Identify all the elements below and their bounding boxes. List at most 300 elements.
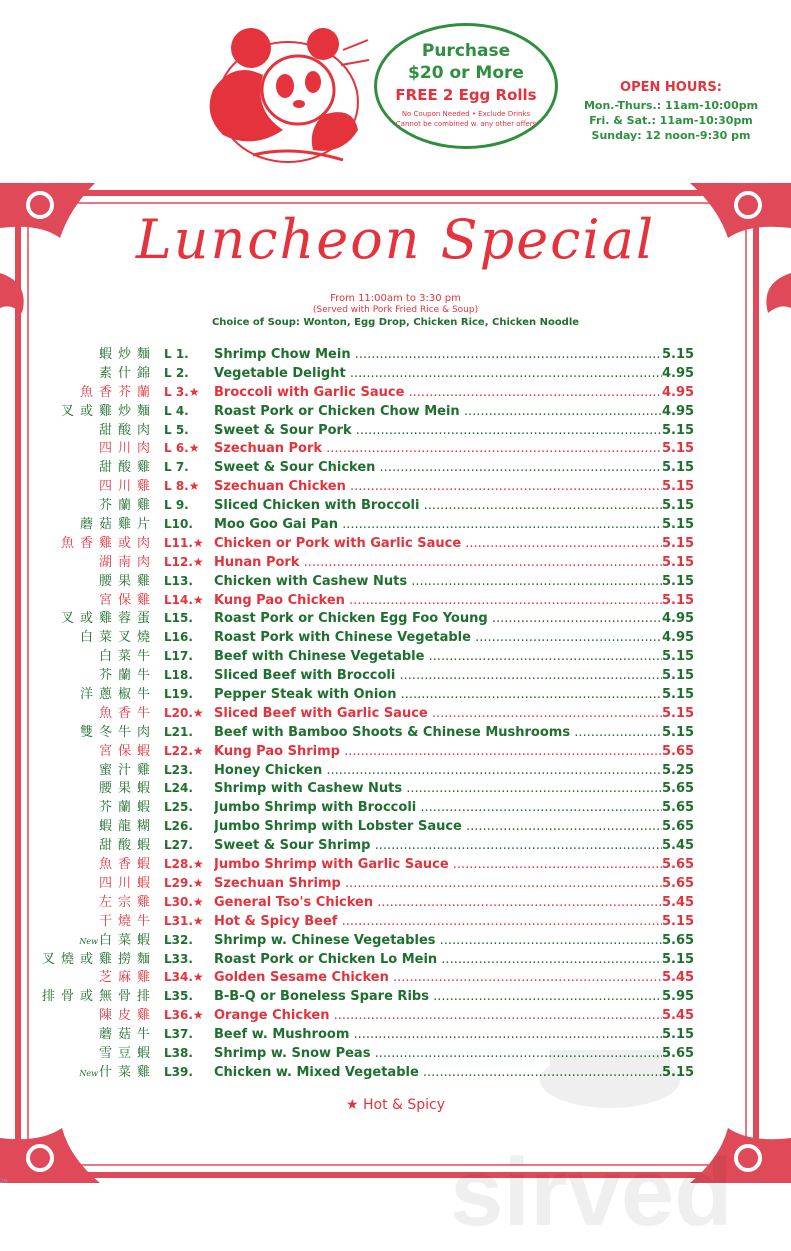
menu-item-code-text: L30. <box>164 894 193 909</box>
menu-item-chinese <box>38 534 156 553</box>
menu-item <box>0 553 791 572</box>
sirved-watermark <box>430 1010 790 1250</box>
menu-item-chinese <box>38 572 156 591</box>
menu-item-code <box>164 987 214 1006</box>
menu-item-chinese-text: 芥蘭蝦 <box>98 800 156 816</box>
spicy-star-icon: ★ <box>188 384 200 399</box>
menu-item-name: Jumbo Shrimp with Broccoli ..... <box>214 798 662 817</box>
menu-item-chinese <box>38 1044 156 1063</box>
menu-item-chinese-text: 甜酸蝦 <box>98 838 156 854</box>
menu-item-name: Beef with Chinese Vegetable ..... <box>214 647 662 666</box>
menu-item-price: 5.15 <box>662 498 695 514</box>
watermark-text: sirved <box>450 1139 733 1246</box>
menu-item-price: 5.65 <box>662 932 695 948</box>
spicy-star-icon: ★ <box>192 913 204 928</box>
spicy-star-icon: ★ <box>192 894 204 909</box>
menu-item-chinese <box>38 1025 156 1044</box>
menu-item <box>0 496 791 515</box>
menu-item <box>0 950 791 969</box>
menu-item-name: Pepper Steak with Onion ..... <box>214 685 662 704</box>
menu-item-name: Sliced Beef with Broccoli ..... <box>214 666 662 685</box>
menu-item <box>0 931 791 950</box>
menu-item-chinese <box>38 761 156 780</box>
menu-item-name: Beef with Bamboo Shoots & Chinese Mushrooms ..... <box>214 723 662 742</box>
menu-item-chinese-text: 魚香芥蘭 <box>79 384 156 400</box>
new-badge: New <box>79 1068 98 1078</box>
menu-item-code <box>164 704 214 723</box>
menu-item-code <box>164 761 214 780</box>
open-hours <box>583 80 759 143</box>
menu-item-chinese <box>38 968 156 987</box>
menu-item-price: 5.65 <box>662 743 695 759</box>
hours-heading: OPEN HOURS: <box>620 80 722 95</box>
menu-item-chinese <box>38 912 156 931</box>
menu-item-price: 5.65 <box>662 800 695 816</box>
menu-item-code <box>164 572 214 591</box>
menu-item-code <box>164 1044 214 1063</box>
menu-item-name: Shrimp with Cashew Nuts ..... <box>214 779 662 798</box>
menu-item-name: Hunan Pork ..... <box>214 553 662 572</box>
menu-item-code <box>164 628 214 647</box>
menu-item-code <box>164 798 214 817</box>
promo-line-1: Purchase <box>421 41 511 61</box>
menu-item-chinese <box>38 345 156 364</box>
menu-item <box>0 572 791 591</box>
menu-item-code-text: L35. <box>164 989 193 1004</box>
menu-item-chinese <box>38 950 156 969</box>
menu-item-code-text: L 3. <box>164 384 189 399</box>
menu-item-name: Roast Pork or Chicken Chow Mein ..... <box>214 402 662 421</box>
panda-logo <box>193 20 373 170</box>
menu-item <box>0 893 791 912</box>
hours-row: Fri. & Sat.: 11am-10:30pm <box>589 114 753 127</box>
menu-item-code-text: L39. <box>164 1064 193 1079</box>
menu-item-name: General Tso's Chicken ..... <box>214 893 662 912</box>
menu-item <box>0 817 791 836</box>
menu-item-code <box>164 817 214 836</box>
menu-item-code-text: L27. <box>164 838 193 853</box>
menu-item-name: Chicken with Cashew Nuts ..... <box>214 572 662 591</box>
menu-item-price: 5.65 <box>662 857 695 873</box>
menu-item-price: 5.25 <box>662 762 695 778</box>
menu-item-code-text: L25. <box>164 800 193 815</box>
menu-item-code <box>164 874 214 893</box>
menu-item-code-text: L29. <box>164 875 193 890</box>
menu-item-code <box>164 1063 214 1082</box>
menu-item-chinese <box>38 609 156 628</box>
menu-item <box>0 402 791 421</box>
spicy-star-icon: ★ <box>192 535 204 550</box>
spicy-star-icon: ★ <box>192 592 204 607</box>
menu-item <box>0 685 791 704</box>
menu-item-code-text: L28. <box>164 857 193 872</box>
menu-item-code-text: L13. <box>164 573 193 588</box>
menu-item-code-text: L 8. <box>164 479 189 494</box>
menu-item-chinese <box>38 893 156 912</box>
menu-item-price: 5.15 <box>662 668 695 684</box>
page-number: 29 <box>0 1178 8 1185</box>
menu-item-price: 5.15 <box>662 913 695 929</box>
menu-item-code-text: L18. <box>164 668 193 683</box>
menu-item <box>0 364 791 383</box>
menu-item-code-text: L34. <box>164 970 193 985</box>
menu-title: Luncheon Special <box>135 208 656 271</box>
menu-item-code-text: L26. <box>164 819 193 834</box>
menu-item-chinese <box>38 364 156 383</box>
menu-item-name: B-B-Q or Boneless Spare Ribs ..... <box>214 987 662 1006</box>
menu-item-code <box>164 496 214 515</box>
menu-item <box>0 458 791 477</box>
menu-item-chinese-text: 蜜汁雞 <box>98 762 156 778</box>
menu-item-chinese <box>38 553 156 572</box>
menu-item-name: Moo Goo Gai Pan ..... <box>214 515 662 534</box>
menu-item-code-text: L 1. <box>164 347 189 361</box>
menu-item-code <box>164 477 214 496</box>
menu-item-chinese-text: 蝦龍糊 <box>98 819 156 835</box>
menu-item-chinese-text: 蘑菇牛 <box>98 1027 156 1043</box>
menu-item-name: Beef w. Mushroom ..... <box>214 1025 662 1044</box>
spicy-star-icon: ★ <box>192 970 204 985</box>
menu-item-chinese-text: 甜酸肉 <box>98 422 156 438</box>
menu-item-chinese <box>38 477 156 496</box>
menu-item-chinese-text: 腰果雞 <box>98 573 156 589</box>
menu-item-code-text: L16. <box>164 630 193 645</box>
menu-item-price: 5.15 <box>662 705 695 721</box>
menu-item-chinese <box>38 704 156 723</box>
menu-item-code-text: L 7. <box>164 460 189 475</box>
menu-item-code <box>164 364 214 383</box>
menu-item-code-text: L 2. <box>164 365 189 380</box>
menu-item-price: 5.15 <box>662 441 695 457</box>
menu-item-chinese-text: 芥蘭牛 <box>98 668 156 684</box>
menu-item-chinese-text: 白菜叉燒 <box>79 630 156 646</box>
spicy-note: ★ Hot & Spicy <box>345 1097 446 1113</box>
menu-item <box>0 987 791 1006</box>
promo-fine-1: No Coupon Needed • Exclude Drinks <box>401 110 531 118</box>
menu-item-code <box>164 723 214 742</box>
menu-item-chinese <box>38 855 156 874</box>
menu-item-code <box>164 836 214 855</box>
menu-item-code-text: L24. <box>164 781 193 796</box>
menu-item-code <box>164 421 214 440</box>
menu-item-code-text: L36. <box>164 1008 193 1023</box>
menu-item-code <box>164 534 214 553</box>
menu-item-name: Chicken or Pork with Garlic Sauce ..... <box>214 534 662 553</box>
menu-item-chinese <box>38 685 156 704</box>
menu-item-chinese <box>38 666 156 685</box>
menu-item-chinese-text: 甜酸雞 <box>98 460 156 476</box>
menu-item-code <box>164 402 214 421</box>
menu-item-code-text: L31. <box>164 913 193 928</box>
menu-item-name: Golden Sesame Chicken ..... <box>214 968 662 987</box>
menu-item-chinese <box>38 723 156 742</box>
menu-item-price: 5.15 <box>662 535 695 551</box>
menu-item-chinese <box>38 383 156 402</box>
menu-item <box>0 874 791 893</box>
menu-item-chinese-text: 芝麻雞 <box>98 970 156 986</box>
menu-item-name: Sweet & Sour Pork ..... <box>214 421 662 440</box>
menu-item-code-text: L11. <box>164 535 193 550</box>
menu-item-price: 5.15 <box>662 573 695 589</box>
hours-row: Mon.-Thurs.: 11am-10:00pm <box>583 99 759 112</box>
menu-item-code <box>164 439 214 458</box>
menu-item-code <box>164 609 214 628</box>
menu-item-price: 4.95 <box>662 384 695 400</box>
menu-item-chinese <box>38 1063 156 1083</box>
soup-choice: Choice of Soup: Wonton, Egg Drop, Chicken Rice, Chicken Noodle <box>211 317 580 328</box>
hours-row: Sunday: 12 noon-9:30 pm <box>591 129 751 142</box>
menu-item-price: 4.95 <box>662 611 695 627</box>
spicy-star-icon: ★ <box>192 743 204 758</box>
menu-item <box>0 647 791 666</box>
menu-item <box>0 836 791 855</box>
menu-item-code-text: L 4. <box>164 403 189 418</box>
menu-item-chinese <box>38 817 156 836</box>
menu-item-price: 5.15 <box>662 422 695 438</box>
menu-item-code <box>164 742 214 761</box>
menu-item-code <box>164 855 214 874</box>
menu-item-chinese <box>38 931 156 951</box>
menu-item-price: 5.45 <box>662 1008 695 1024</box>
spicy-star-icon: ★ <box>192 1008 204 1023</box>
menu-item-code-text: L22. <box>164 743 193 758</box>
menu-item-code-text: L17. <box>164 649 193 664</box>
menu-item-code <box>164 383 214 402</box>
menu-item-price: 5.15 <box>662 592 695 608</box>
menu-item-price: 5.15 <box>662 517 695 533</box>
menu-item-code <box>164 893 214 912</box>
menu-item-price: 5.15 <box>662 724 695 740</box>
menu-item <box>0 761 791 780</box>
menu-item-code <box>164 515 214 534</box>
menu-item-code-text: L10. <box>164 517 193 532</box>
menu-item-code-text: L19. <box>164 687 193 702</box>
menu-item-code <box>164 779 214 798</box>
menu-item-code <box>164 345 214 364</box>
menu-item-name: Sweet & Sour Chicken ..... <box>214 458 662 477</box>
menu-item <box>0 515 791 534</box>
menu-item <box>0 383 791 402</box>
menu-item-chinese <box>38 439 156 458</box>
menu-item <box>0 628 791 647</box>
menu-item-chinese-text: 魚香雞或肉 <box>60 535 156 551</box>
menu-item <box>0 779 791 798</box>
menu-item-price: 5.65 <box>662 875 695 891</box>
menu-item-chinese <box>38 987 156 1006</box>
menu-item-name: Honey Chicken ..... <box>214 761 662 780</box>
menu-item-name: Jumbo Shrimp with Garlic Sauce ..... <box>214 855 662 874</box>
menu-item-name: Shrimp Chow Mein ..... <box>214 345 662 364</box>
menu-item <box>0 968 791 987</box>
menu-item <box>0 798 791 817</box>
spicy-star-icon: ★ <box>188 441 200 456</box>
menu-item-price: 5.45 <box>662 970 695 986</box>
menu-item-price: 4.95 <box>662 403 695 419</box>
spicy-star-icon: ★ <box>192 875 204 890</box>
menu-item-chinese <box>38 458 156 477</box>
menu-item-name: Shrimp w. Snow Peas ..... <box>214 1044 662 1063</box>
menu-item-chinese <box>38 496 156 515</box>
menu-item-price: 5.15 <box>662 951 695 967</box>
menu-item-price: 5.65 <box>662 819 695 835</box>
menu-item-name: Hot & Spicy Beef ..... <box>214 912 662 931</box>
menu-item-name: Orange Chicken ..... <box>214 1006 662 1025</box>
promo-badge <box>374 23 558 149</box>
menu-item <box>0 439 791 458</box>
menu-item-code-text: L32. <box>164 932 193 947</box>
menu-item-chinese <box>38 1006 156 1025</box>
menu-item-chinese-text: 叉或雞炒麵 <box>60 403 156 419</box>
menu-item-code-text: L20. <box>164 705 193 720</box>
menu-item-name: Roast Pork or Chicken Egg Foo Young ..... <box>214 609 662 628</box>
menu-item-chinese <box>38 779 156 798</box>
menu-item-code-text: L21. <box>164 724 193 739</box>
menu-item-chinese-text: 蝦炒麵 <box>98 347 156 362</box>
menu-item-code-text: L 5. <box>164 422 189 437</box>
menu-item <box>0 723 791 742</box>
menu-item-code <box>164 553 214 572</box>
menu-item <box>0 704 791 723</box>
menu-item-code <box>164 950 214 969</box>
menu-item-name: Kung Pao Chicken ..... <box>214 591 662 610</box>
menu-item-price: 5.15 <box>662 460 695 476</box>
menu-item-code-text: L33. <box>164 951 193 966</box>
menu-item <box>0 534 791 553</box>
menu-item-chinese-text: 魚香蝦 <box>98 857 156 873</box>
menu-item-price: 5.65 <box>662 1045 695 1061</box>
menu-item-chinese <box>38 836 156 855</box>
menu-item-chinese-text: 素什錦 <box>98 365 156 381</box>
menu-item-price: 5.15 <box>662 1027 695 1043</box>
menu-item-name: Szechuan Chicken ..... <box>214 477 662 496</box>
menu-item-chinese-text: 排骨或無骨排 <box>41 989 156 1005</box>
lunch-time: From 11:00am to 3:30 pm <box>330 293 461 304</box>
menu-item <box>0 855 791 874</box>
menu-item-chinese-text: 干燒牛 <box>98 913 156 929</box>
menu-item-name: Jumbo Shrimp with Lobster Sauce ..... <box>214 817 662 836</box>
menu-item-chinese <box>38 421 156 440</box>
menu-item-name: Broccoli with Garlic Sauce ..... <box>214 383 662 402</box>
menu-item-name: Kung Pao Shrimp ..... <box>214 742 662 761</box>
menu-item-code-text: L 6. <box>164 441 189 456</box>
menu-item-chinese-text: 什菜雞 <box>98 1064 156 1080</box>
menu-item <box>0 912 791 931</box>
menu-item-code <box>164 591 214 610</box>
menu-item-chinese <box>38 647 156 666</box>
menu-item-code-text: L14. <box>164 592 193 607</box>
menu-item-chinese-text: 湖南肉 <box>98 554 156 570</box>
menu-item-code <box>164 1025 214 1044</box>
menu-item-chinese-text: 蘑菇雞片 <box>79 517 156 533</box>
menu-item-chinese <box>38 874 156 893</box>
menu-item-chinese-text: 宮保蝦 <box>98 743 156 759</box>
menu-item-chinese-text: 四川蝦 <box>98 875 156 891</box>
menu-item-name: Szechuan Shrimp ..... <box>214 874 662 893</box>
menu-item-name: Roast Pork with Chinese Vegetable ..... <box>214 628 662 647</box>
menu-item-chinese-text: 宮保雞 <box>98 592 156 608</box>
menu-item-name: Shrimp w. Chinese Vegetables ..... <box>214 931 662 950</box>
menu-item-name: Sliced Beef with Garlic Sauce ..... <box>214 704 662 723</box>
menu-item-code <box>164 1006 214 1025</box>
menu-item-chinese-text: 雪豆蝦 <box>98 1045 156 1061</box>
menu-item-price: 5.45 <box>662 894 695 910</box>
menu-item-code <box>164 912 214 931</box>
menu-item-chinese-text: 白菜牛 <box>98 649 156 665</box>
spicy-star-icon: ★ <box>192 857 204 872</box>
menu-item-chinese <box>38 402 156 421</box>
promo-line-3: FREE 2 Egg Rolls <box>395 86 537 104</box>
menu-item-code <box>164 666 214 685</box>
menu-item-chinese-text: 叉燒或雞撈麵 <box>41 951 156 967</box>
menu-item-chinese <box>38 515 156 534</box>
menu-item-chinese-text: 四川雞 <box>98 479 156 495</box>
menu-item-chinese <box>38 798 156 817</box>
menu-item-code-text: L37. <box>164 1027 193 1042</box>
spicy-star-icon: ★ <box>192 705 204 720</box>
menu-item <box>0 345 791 364</box>
menu-item-code-text: L38. <box>164 1045 193 1060</box>
menu-item-name: Roast Pork or Chicken Lo Mein ..... <box>214 950 662 969</box>
promo-line-2: $20 or More <box>408 63 524 83</box>
menu-item-price: 5.45 <box>662 838 695 854</box>
menu-item-price: 5.15 <box>662 649 695 665</box>
menu-item-name: Sweet & Sour Shrimp ..... <box>214 836 662 855</box>
spicy-star-icon: ★ <box>192 554 204 569</box>
served-with: (Served with Pork Fried Rice & Soup) <box>312 305 479 315</box>
menu-item-chinese <box>38 628 156 647</box>
menu-item-code-text: L 9. <box>164 498 189 513</box>
spicy-star-icon: ★ <box>188 479 200 494</box>
menu-item-code-text: L12. <box>164 554 193 569</box>
menu-item-price: 5.65 <box>662 781 695 797</box>
menu-item-chinese-text: 雙冬牛肉 <box>79 724 156 740</box>
menu-item-code <box>164 685 214 704</box>
menu-item-chinese-text: 白菜蝦 <box>98 932 156 948</box>
menu-item-chinese <box>38 591 156 610</box>
menu-item-chinese-text: 魚香牛 <box>98 705 156 721</box>
menu-item-price: 5.15 <box>662 1064 695 1080</box>
menu-item-code <box>164 458 214 477</box>
menu-item <box>0 591 791 610</box>
menu-item-code <box>164 931 214 950</box>
new-badge: New <box>79 936 98 946</box>
promo-fine-2: Cannot be combined w. any other offers <box>395 120 537 128</box>
menu-item <box>0 609 791 628</box>
menu-item-name: Vegetable Delight ..... <box>214 364 662 383</box>
menu-item-chinese-text: 腰果蝦 <box>98 781 156 797</box>
menu-item-price: 5.95 <box>662 989 695 1005</box>
menu-item-chinese-text: 陳皮雞 <box>98 1008 156 1024</box>
menu-item-price: 4.95 <box>662 365 695 381</box>
menu-item-chinese-text: 叉或雞蓉蛋 <box>60 611 156 627</box>
menu-item-name: Chicken w. Mixed Vegetable ..... <box>214 1063 662 1082</box>
menu-item-code-text: L23. <box>164 762 193 777</box>
menu-item <box>0 666 791 685</box>
menu-item-price: 5.15 <box>662 554 695 570</box>
menu-item-code <box>164 647 214 666</box>
menu-item-price: 4.95 <box>662 630 695 646</box>
menu-item-chinese-text: 洋蔥椒牛 <box>79 687 156 703</box>
menu-item-chinese-text: 芥蘭雞 <box>98 498 156 514</box>
menu-list <box>0 345 791 1082</box>
menu-item <box>0 742 791 761</box>
menu-item-name: Sliced Chicken with Broccoli ..... <box>214 496 662 515</box>
menu-item-chinese <box>38 742 156 761</box>
menu-item <box>0 477 791 496</box>
menu-item-code <box>164 968 214 987</box>
menu-item-chinese-text: 左宗雞 <box>98 894 156 910</box>
menu-item <box>0 421 791 440</box>
